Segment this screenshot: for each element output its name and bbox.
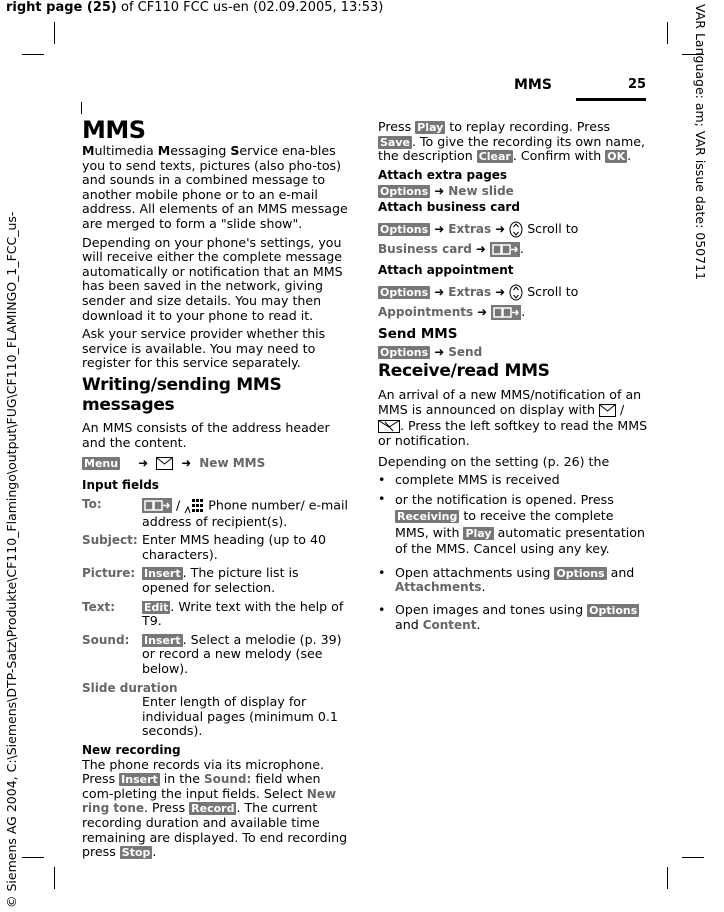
options-softkey: Options bbox=[380, 185, 429, 199]
crop-mark bbox=[54, 22, 55, 44]
stop-softkey: Stop bbox=[121, 846, 151, 860]
options-softkey: Options bbox=[380, 222, 429, 236]
bullet-attachments: • Open attachments using Options and Attachments. bbox=[378, 564, 635, 595]
insert-softkey: Insert bbox=[121, 773, 158, 787]
print-page-tag: right page (25) bbox=[6, 0, 117, 15]
field-sound bbox=[82, 633, 348, 677]
arrow-icon: ➜ bbox=[495, 284, 506, 299]
edit-softkey: Edit bbox=[144, 600, 169, 614]
field-text-value: . Write text with the help of T9. bbox=[142, 598, 344, 629]
side-var-info: VAR Language: am; VAR issue date: 050711 bbox=[693, 4, 708, 280]
attach-pages-path bbox=[378, 182, 648, 200]
field-text bbox=[82, 600, 348, 629]
play-softkey: Play bbox=[465, 526, 492, 540]
extras-item: Extras bbox=[448, 221, 492, 236]
print-header-info: of CF110 FCC us-en (02.09.2005, 13:53) bbox=[116, 0, 384, 15]
field-to-value: Phone number/ e-mail address of recipient(s). bbox=[142, 497, 348, 529]
scroll-to-text: Scroll to bbox=[527, 283, 579, 299]
options-softkey: Options bbox=[380, 345, 429, 359]
phonebook-icon bbox=[490, 242, 520, 257]
settings-paragraph: Depending on your phone's settings, you will receive either the complete message automatically or notification that an MMS has been saved in the network, giving sender and size details. You may then download it to your phone to read it. bbox=[82, 234, 343, 323]
phonebook-icon bbox=[491, 305, 521, 320]
send-mms-path bbox=[378, 343, 648, 361]
field-text-label: Text: bbox=[82, 599, 116, 614]
envelope-icon bbox=[599, 404, 616, 417]
record-softkey: Record bbox=[191, 802, 235, 816]
insert-softkey: Insert bbox=[144, 567, 181, 581]
page-number: 25 bbox=[628, 77, 647, 92]
crop-mark bbox=[54, 867, 55, 889]
slide-duration-label: Slide duration bbox=[82, 680, 178, 695]
play-softkey: Play bbox=[417, 121, 444, 134]
attach-pages-heading: Attach extra pages bbox=[378, 167, 508, 182]
bullet-notification: • or the notification is opened. Press Receiving to receive the complete MMS, with Play automatic presentation of the MMS. Cancel using any key. bbox=[378, 490, 645, 557]
options-softkey: Options bbox=[380, 285, 429, 299]
depending-paragraph: Depending on the setting (p. 26) the bbox=[378, 453, 610, 469]
field-picture-label: Picture: bbox=[82, 566, 136, 581]
print-header bbox=[6, 0, 383, 15]
new-slide-item: New slide bbox=[448, 184, 514, 199]
slide-duration-value: Enter length of display for individual pages (minimum 0.1 seconds). bbox=[142, 694, 338, 739]
navigation-key-icon bbox=[509, 284, 523, 301]
field-subject-label: Subject: bbox=[82, 533, 138, 548]
ok-softkey: OK bbox=[607, 150, 626, 164]
save-softkey: Save bbox=[380, 135, 410, 149]
arrow-icon: ➜ bbox=[138, 456, 149, 471]
right-column bbox=[378, 120, 648, 636]
new-mms-item: New MMS bbox=[199, 456, 266, 471]
header-rule bbox=[576, 98, 646, 101]
crop-mark bbox=[22, 54, 44, 55]
provider-paragraph: Ask your service provider whether this service is available. You may need to register for this service separately. bbox=[82, 326, 326, 371]
arrival-paragraph: An arrival of a new MMS/notification of an MMS is announced on display with / . Press the left softkey to read the MMS or notification. bbox=[378, 386, 648, 449]
crop-mark bbox=[667, 867, 668, 889]
clear-softkey: Clear bbox=[478, 150, 511, 164]
arrow-icon: ➜ bbox=[434, 344, 445, 359]
new-recording-heading: New recording bbox=[82, 743, 181, 757]
field-subject-value: Enter MMS heading (up to 40 characters). bbox=[142, 532, 327, 562]
attach-appointment-path bbox=[378, 282, 648, 302]
options-softkey: Options bbox=[556, 566, 605, 580]
side-copyright-path: © Siemens AG 2004, C:\Siemens\DTP-Satz\Produkte\CF110_Flamingo\output\FUG\CF110_FLAMINGO_1_FCC_us- bbox=[4, 211, 19, 908]
field-picture bbox=[82, 566, 348, 595]
section-title-mms: MMS bbox=[82, 116, 146, 144]
arrow-icon: ➜ bbox=[495, 221, 506, 236]
attach-card-path bbox=[378, 219, 648, 239]
input-fields-heading: Input fields bbox=[82, 478, 159, 493]
field-sound-label: Sound: bbox=[82, 632, 130, 647]
crop-mark bbox=[667, 22, 668, 44]
arrow-icon: ➜ bbox=[434, 184, 445, 199]
menu-path bbox=[82, 454, 348, 472]
phonebook-icon bbox=[142, 498, 172, 513]
arrow-icon: ➜ bbox=[434, 221, 445, 236]
intro-paragraph: Multimedia Messaging Service ena-bles you to send texts, pictures (also pho-tos) and sounds in a combined message to another mobile phone or to an e-mail address. All elements of an MMS message are merged to form a "slide show". bbox=[82, 143, 348, 231]
arrow-icon: ➜ bbox=[434, 284, 445, 299]
options-softkey: Options bbox=[589, 603, 638, 617]
bullet-complete: • complete MMS is received bbox=[378, 472, 560, 488]
field-to: To: / Phone number/ e-mail address of recipient(s). bbox=[82, 496, 348, 529]
heading-receive-read: Receive/read MMS bbox=[378, 360, 550, 381]
insert-softkey: Insert bbox=[144, 633, 181, 647]
extras-item: Extras bbox=[448, 284, 492, 299]
menu-softkey: Menu bbox=[84, 457, 119, 471]
receiving-softkey: Receiving bbox=[397, 510, 458, 524]
new-recording-paragraph: The phone records via its microphone. Press Insert in the Sound: field when com-pleting the input fields. Select New ring tone. Press Record . The current recording duration and available time remaining are displayed. To end recording press Stop . bbox=[82, 756, 348, 860]
bullet-images-tones: • Open images and tones using Options and Content. bbox=[378, 601, 638, 632]
arrow-icon: ➜ bbox=[181, 456, 192, 471]
crop-mark bbox=[682, 857, 704, 858]
appointments-path: Appointments ➜ . bbox=[378, 302, 648, 322]
attach-appointment-heading: Attach appointment bbox=[378, 262, 514, 277]
envelope-icon bbox=[156, 457, 173, 470]
heading-writing-sending: Writing/sending MMS messages bbox=[82, 374, 282, 415]
keypad-icon bbox=[184, 497, 204, 515]
attach-card-heading: Attach business card bbox=[378, 200, 520, 215]
navigation-key-icon bbox=[509, 221, 523, 238]
business-card-path: Business card ➜ . bbox=[378, 239, 648, 259]
send-mms-heading: Send MMS bbox=[378, 325, 458, 342]
send-item: Send bbox=[448, 344, 483, 359]
left-column bbox=[82, 116, 348, 860]
arrow-icon: ➜ bbox=[477, 304, 488, 319]
business-card-item: Business card bbox=[378, 241, 472, 256]
crop-mark bbox=[22, 857, 44, 858]
field-subject bbox=[82, 533, 348, 562]
field-picture-value: . The picture list is opened for selection. bbox=[142, 565, 299, 596]
notification-icon bbox=[378, 420, 400, 433]
mms-consists-paragraph: An MMS consists of the address header and the content. bbox=[82, 419, 330, 450]
field-sound-value: . Select a melodie (p. 39) or record a new melody (see below). bbox=[142, 631, 342, 677]
replay-paragraph: Press Play to replay recording. Press Save . To give the recording its own name, the description Clear . Confirm with OK . bbox=[378, 119, 646, 164]
running-header-title: MMS bbox=[514, 77, 552, 93]
margin-mark bbox=[81, 102, 82, 114]
field-to-label: To: bbox=[82, 496, 102, 511]
arrow-icon: ➜ bbox=[475, 241, 486, 256]
scroll-to-text: Scroll to bbox=[527, 220, 579, 236]
appointments-item: Appointments bbox=[378, 304, 474, 319]
